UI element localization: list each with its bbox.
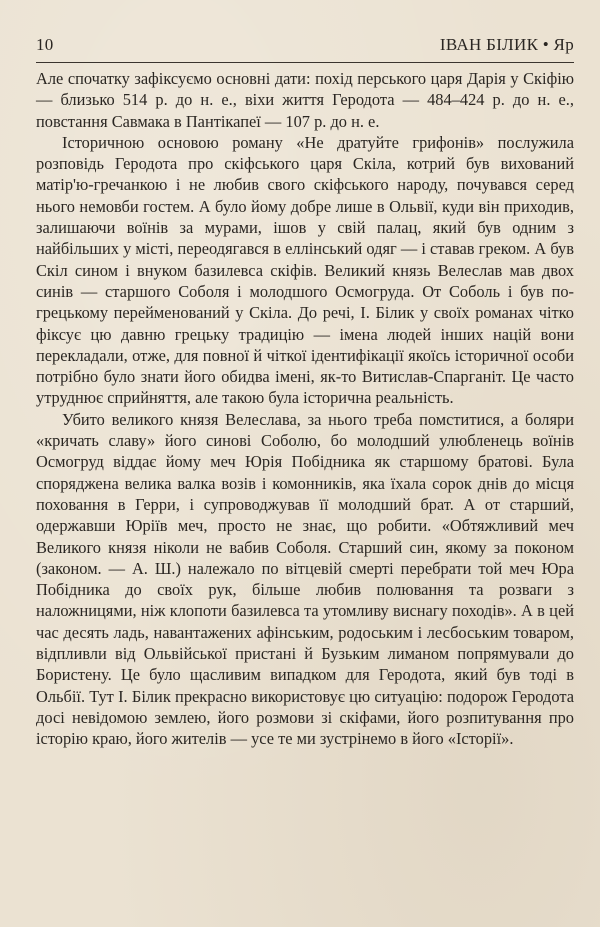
paragraph-velеslav: Убито великого князя Велеслава, за нього треба помститися, а боляри «кричать славу» його синові Соболю, бо молодший улюбленець воїнів Осмогруд віддає йому меч Юрія Побідника як старшому братові. Була споряджена велика валка возів і комонників, яка їхала сорок днів до місця поховання в Герри, і супроводжував її молодший брат. А от старший, одержавши Юріїв меч, просто не знає, що робити. «Обтяжливий меч Великого князя ніколи не вабив Соболя. Старший син, якому за поконом (законом. — А. Ш.) належало по вітцевій смерті перебрати той меч Юра Побідника до своїх рук, більше любив полювання та розваги з наложницями, ніж клопоти базилевса та утомливу виснагу походів». А в цей час десять ладь, навантажених афінським, родоським і лесбоським товаром, відпливли від Ольвійської пристані й Бузьким лиманом попрямували до Бористену. Це було щасливим випадком для Геродота, який був тоді в Ольбії. Тут І. Білик прекрасно використовує цю ситуацію: подорож Геродота досі невідомою землею, його розмови зі скіфами, його розпитування про історію краю, його жителів — усе те ми зустрінемо в його «Історії». (36, 409, 574, 749)
paragraph-novel-basis: Історичною основою роману «Не дратуйте грифонів» послужила розповідь Геродота про скіфського царя Скіла, котрий був вихований матір'ю-гречанкою і не любив свого скіфського народу, почувався серед нього немовби гостем. А було йому добре лише в Ольвії, куди він приходив, залишаючи воїнів за мурами, ішов у свій палац, який був одним з найбільших у місті, переодягався в еллінський одяг — і ставав греком. А був Скіл сином і внуком базилевса скіфів. Великий князь Велеслав мав двох синів — старшого Соболя і молодшого Осмогруда. От Соболь і був по-грецькому перейменований у Скіла. До речі, І. Білик у своїх романах чітко фіксує цю давню грецьку традицію — імена людей інших націй вони перекладали, отже, для повної й чіткої ідентифікації якоїсь історичної особи потрібно було знати його обидва імені, як-то Витислав-Спарганіт. Це часто утруднює сприйняття, але такою була історична реальність. (36, 132, 574, 408)
page-number: 10 (36, 35, 54, 54)
running-head (36, 32, 574, 58)
paragraph-dates: Але спочатку зафіксуємо основні дати: похід перського царя Дарія у Скіфію — близько 514 р. до н. е., віхи життя Геродота — 484–424 р. до н. е., повстання Савмака в Пантікапеї — 107 р. до н. е. (36, 69, 574, 131)
running-title: ІВАН БІЛИК • Яр (439, 35, 574, 54)
body-text (36, 68, 574, 750)
header-rule (36, 62, 574, 63)
